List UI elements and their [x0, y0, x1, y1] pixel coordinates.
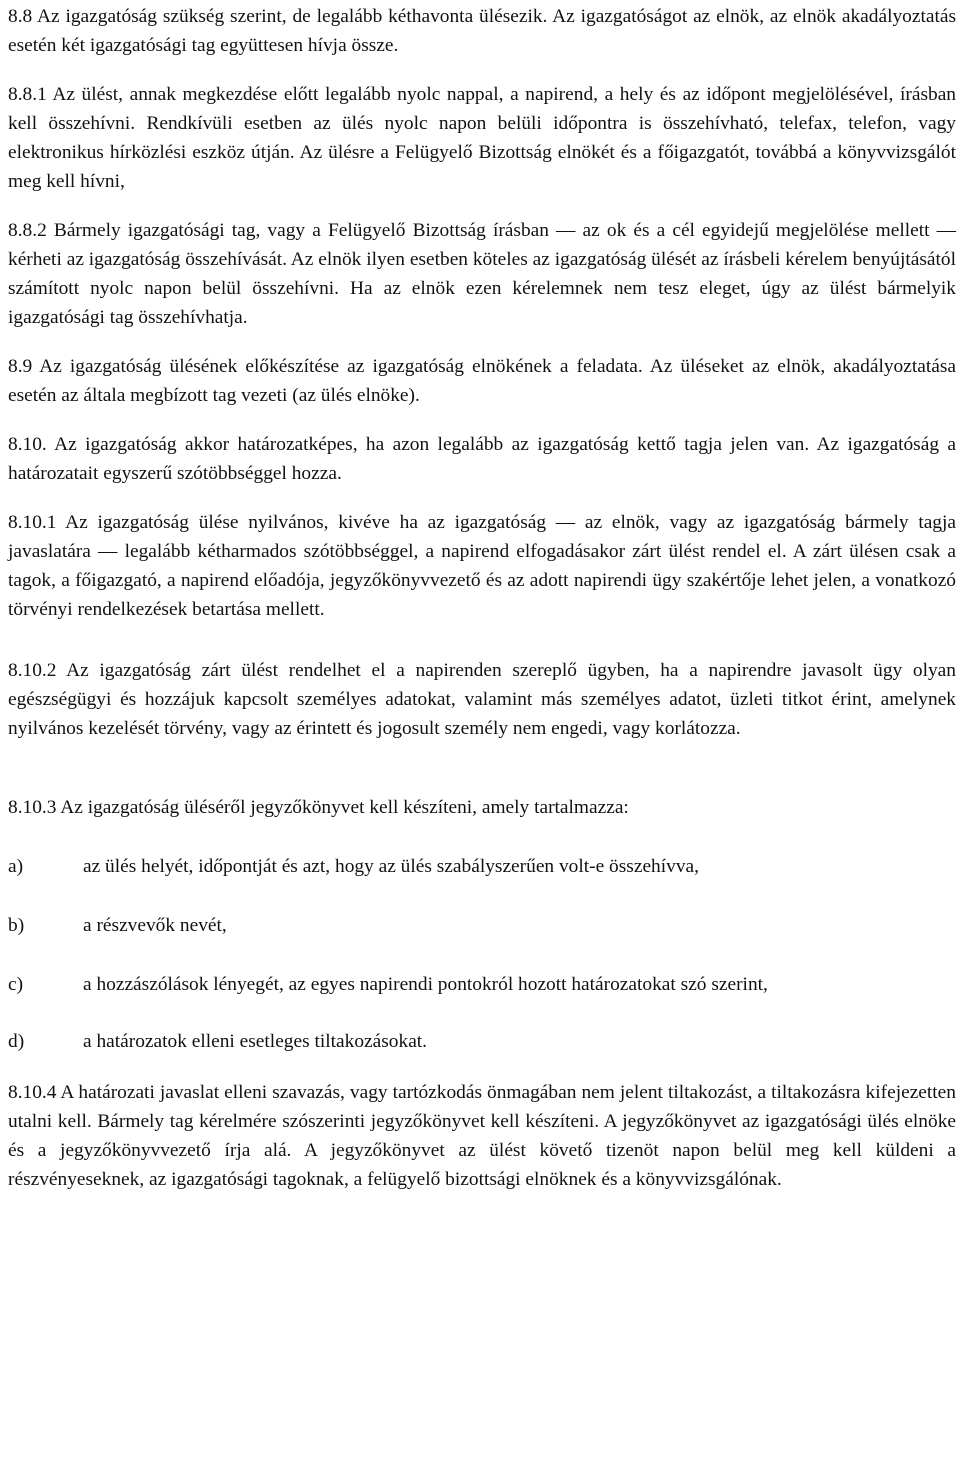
- list-item-text: a hozzászólások lényegét, az egyes napirendi pontokról hozott határozatokat szó szerint,: [83, 974, 768, 995]
- list-item-a: [8, 852, 956, 881]
- list-item-text: az ülés helyét, időpontját és azt, hogy az ülés szabályszerűen volt-e összehívva,: [83, 856, 699, 877]
- list-item-c: [8, 970, 956, 999]
- list-marker: a): [8, 856, 24, 877]
- paragraph-8-8-1: 8.8.1 Az ülést, annak megkezdése előtt legalább nyolc nappal, a napirend, a hely és az időpont megjelölésével, írásban kell összehívni. Rendkívüli esetben az ülés nyolc napon belüli időpontra is összehívható, telefax, telefon, vagy elektronikus hírközlési eszköz útján. Az ülésre a Felügyelő Bizottság elnökét és a főigazgatót, továbbá a könyvvizsgálót meg kell hívni,: [8, 84, 956, 192]
- paragraph-8-10-3: 8.10.3 Az igazgatóság üléséről jegyzőkönyvet kell készíteni, amely tartalmazza:: [8, 797, 629, 818]
- paragraph-8-10-1: 8.10.1 Az igazgatóság ülése nyilvános, kivéve ha az igazgatóság ― az elnök, vagy az igazgatóság bármely tagja javaslatára ― legalább kétharmados szótöbbséggel, a napirend elfogadásakor zárt ülést rendel el. A zárt ülésen csak a tagok, a főigazgató, a napirend előadója, jegyzőkönyvvezető és az adott napirendi ügy szakértője lehet jelen, a vonatkozó törvényi rendelkezések betartása mellett.: [8, 512, 956, 620]
- list-marker: c): [8, 974, 24, 995]
- paragraph-8-10-2: 8.10.2 Az igazgatóság zárt ülést rendelhet el a napirenden szereplő ügyben, ha a napirendre javasolt ügy olyan egészségügyi és hozzájuk kapcsolt személyes adatokat, valamint más személyes adatot, üzleti titkot érint, amelynek nyilvános kezelését törvény, vagy az érintett és jogosult személy nem engedi, vagy korlátozza.: [8, 660, 956, 739]
- list-item-text: a részvevők nevét,: [83, 915, 227, 936]
- list-item-text: a határozatok elleni esetleges tiltakozásokat.: [83, 1031, 428, 1052]
- list-marker: b): [8, 915, 25, 936]
- list-item-b: [8, 911, 956, 940]
- paragraph-8-8: 8.8 Az igazgatóság szükség szerint, de legalább kéthavonta ülésezik. Az igazgatóságot az elnök, az elnök akadályoztatás esetén két igazgatósági tag együttesen hívja össze.: [8, 6, 956, 56]
- list-marker: d): [8, 1031, 25, 1052]
- paragraph-8-10-4: 8.10.4 A határozati javaslat elleni szavazás, vagy tartózkodás önmagában nem jelent tiltakozást, a tiltakozásra kifejezetten utalni kell. Bármely tag kérelmére szószerinti jegyzőkönyvet kell készíteni. A jegyzőkönyvet az igazgatósági ülés elnöke és a jegyzőkönyvvezető írja alá. A jegyzőkönyvet az ülést követő tizenöt napon belül meg kell küldeni a részvényeseknek, az igazgatósági tagoknak, a felügyelő bizottsági elnöknek és a könyvvizsgálónak.: [8, 1082, 956, 1190]
- paragraph-8-9: 8.9 Az igazgatóság ülésének előkészítése az igazgatóság elnökének a feladata. Az üléseket az elnök, akadályoztatása esetén az általa megbízott tag vezeti (az ülés elnöke).: [8, 356, 956, 406]
- paragraph-8-10: 8.10. Az igazgatóság akkor határozatképes, ha azon legalább az igazgatóság kettő tagja jelen van. Az igazgatóság a határozatait egyszerű szótöbbséggel hozza.: [8, 434, 956, 484]
- paragraph-8-8-2: 8.8.2 Bármely igazgatósági tag, vagy a Felügyelő Bizottság írásban ― az ok és a cél egyidejű megjelölése mellett ― kérheti az igazgatóság összehívását. Az elnök ilyen esetben köteles az igazgatóság ülését az írásbeli kérelem benyújtásától számított nyolc napon belül összehívni. Ha az elnök ezen kérelemnek nem tesz eleget, úgy az ülést bármelyik igazgatósági tag összehívhatja.: [8, 220, 956, 328]
- document-page: [8, 0, 956, 1194]
- list-item-d: [8, 1027, 956, 1056]
